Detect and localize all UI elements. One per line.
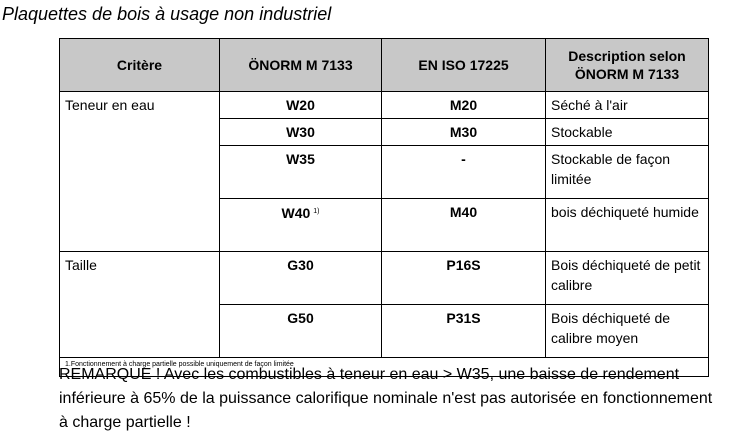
onorm-value: W30 — [220, 119, 382, 146]
onorm-value: W20 — [220, 92, 382, 119]
criterion-size: Taille — [60, 252, 220, 358]
header-en-iso: EN ISO 17225 — [382, 39, 546, 92]
criterion-moisture: Teneur en eau — [60, 92, 220, 252]
remark-note: REMARQUE ! Avec les combustibles à teneur en eau > W35, une baisse de rendement inférieure à 65% de la puissance calorifique nominale n'est pas autorisée en fonctionnement à charge partielle ! — [59, 366, 713, 431]
en-iso-value: P16S — [382, 252, 546, 305]
onorm-value: G50 — [220, 305, 382, 358]
header-criterion: Critère — [60, 39, 220, 92]
en-iso-value: P31S — [382, 305, 546, 358]
table-row — [60, 92, 709, 119]
table-row — [60, 252, 709, 305]
en-iso-value: M20 — [382, 92, 546, 119]
onorm-value: G30 — [220, 252, 382, 305]
en-iso-value: M30 — [382, 119, 546, 146]
footnote-ref: 1) — [313, 208, 320, 215]
header-onorm: ÖNORM M 7133 — [220, 39, 382, 92]
page-title: Plaquettes de bois à usage non industriel — [2, 4, 332, 24]
onorm-value-cell — [220, 199, 382, 252]
fuel-spec-table — [59, 38, 709, 377]
header-description: Description selon ÖNORM M 7133 — [546, 39, 709, 92]
description-value: Stockable — [546, 119, 709, 146]
en-iso-value: M40 — [382, 199, 546, 252]
description-value: Séché à l'air — [546, 92, 709, 119]
description-value: bois déchiqueté humide — [546, 199, 709, 252]
table-footnote: 1.Fonctionnement à charge partielle possible uniquement de façon limitée — [60, 358, 709, 377]
description-value: Bois déchiqueté de petit calibre — [546, 252, 709, 305]
onorm-value: W35 — [220, 146, 382, 199]
table-header-row — [60, 39, 709, 92]
description-value: Bois déchiqueté de calibre moyen — [546, 305, 709, 358]
en-iso-value: - — [382, 146, 546, 199]
description-value: Stockable de façon limitée — [546, 146, 709, 199]
onorm-value: W40 — [281, 205, 311, 221]
